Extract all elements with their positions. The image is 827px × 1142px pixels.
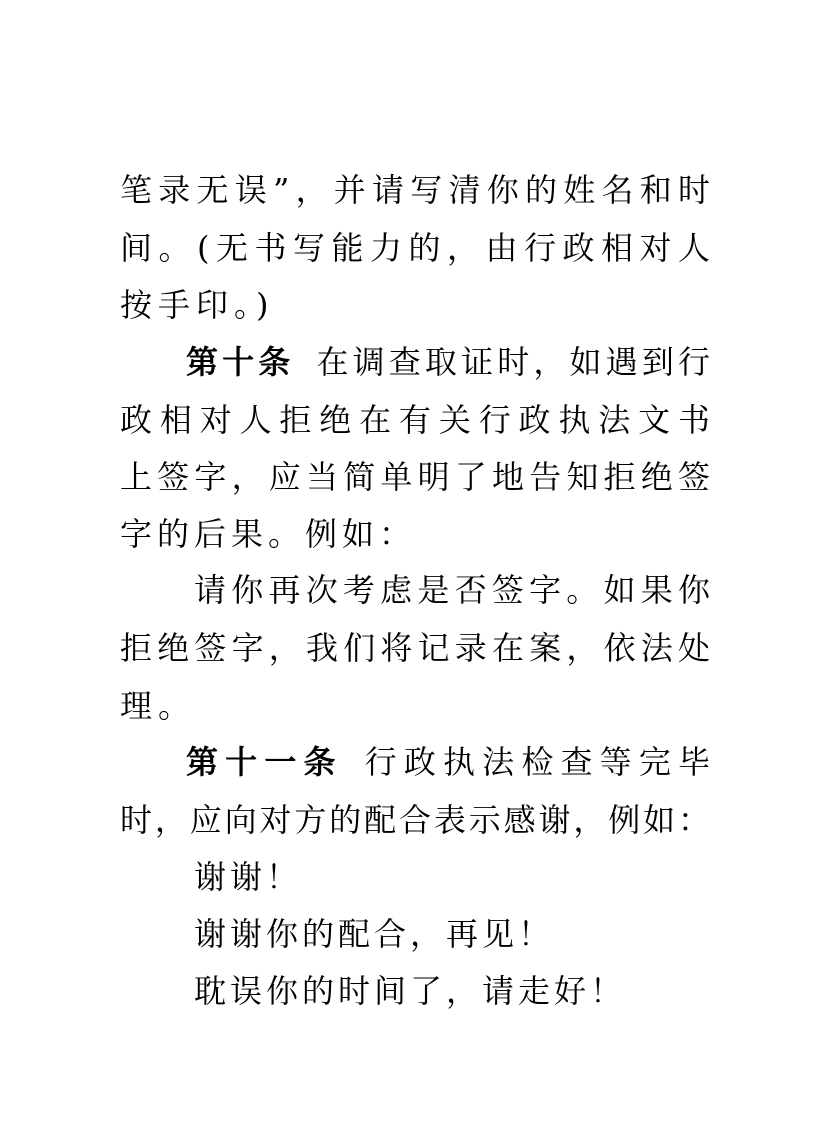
text-line: 上签字，应当简单明了地告知拒绝签 [120,458,710,496]
text-line: 政相对人拒绝在有关行政执法文书 [120,401,710,439]
text-line: 按手印。) [120,286,275,324]
example-line: 谢谢！ [194,858,303,896]
text-line: 字的后果。例如： [120,515,417,553]
text-line: 拒绝签字，我们将记录在案，依法处 [120,629,710,667]
article-10-text: 在调查取证时，如遇到行 [316,343,710,381]
text-line: 时，应向对方的配合表示感谢，例如： [120,801,710,839]
text-line: 间。(无书写能力的，由行政相对人 [120,229,710,267]
example-intro-line: 请你再次考虑是否签字。如果你 [194,571,710,609]
article-11-first-line [186,742,710,782]
text-line: 理。 [120,687,197,725]
article-11-text: 行政执法检查等完毕 [364,743,710,781]
example-line: 耽误你的时间了，请走好！ [194,972,627,1010]
example-line: 谢谢你的配合，再见！ [194,915,555,953]
article-10-first-line [186,342,710,382]
article-10-label: 第十条 [186,343,295,381]
article-11-label: 第十一条 [186,743,343,781]
text-line: 笔录无误”，并请写清你的姓名和时 [120,171,710,209]
